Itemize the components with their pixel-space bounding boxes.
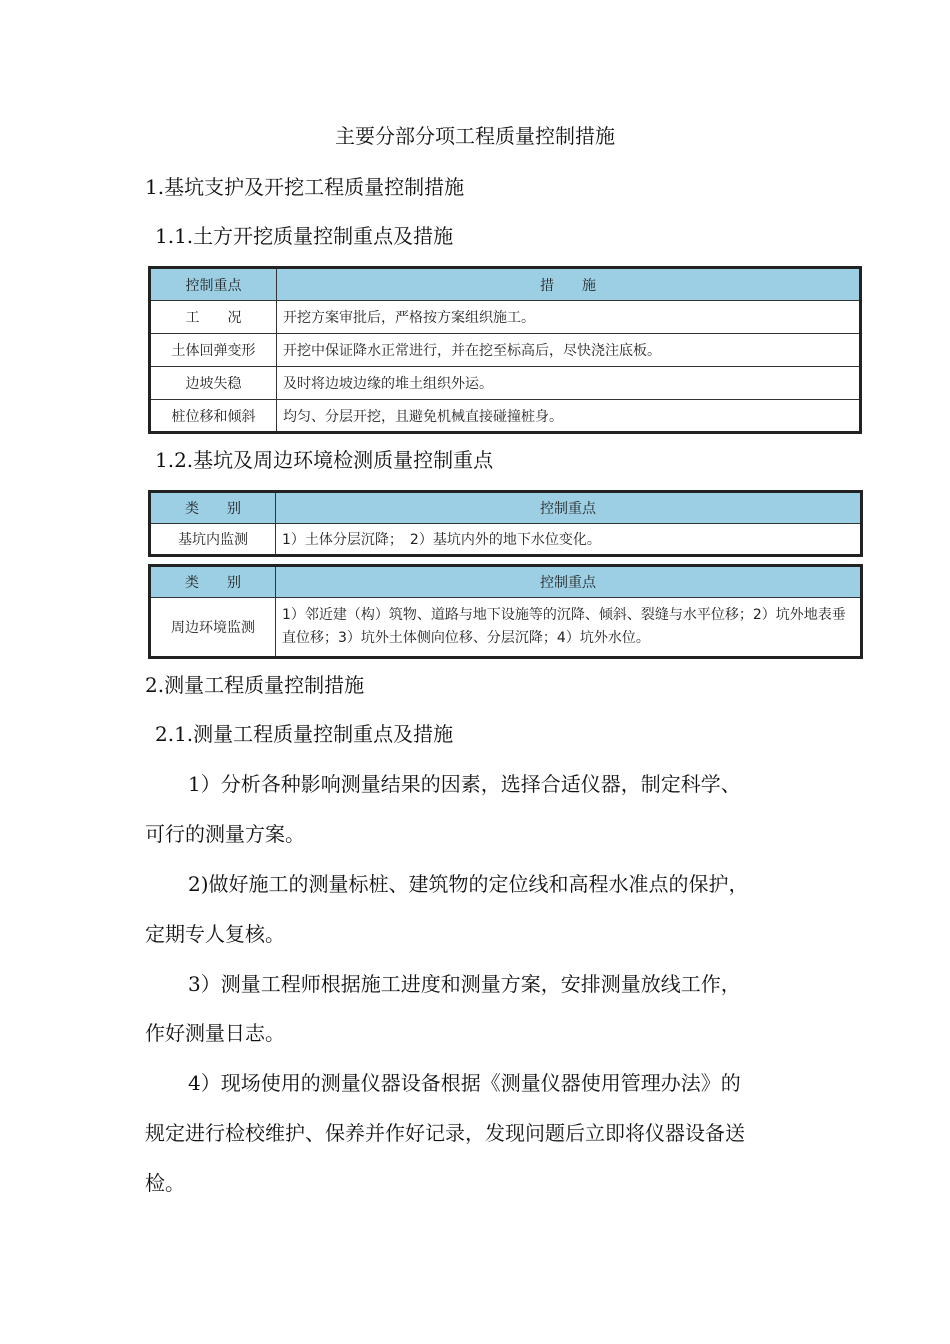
table-header: 措 施 — [277, 268, 861, 301]
table-row — [150, 301, 861, 334]
table-cell: 周边环境监测 — [150, 598, 276, 658]
table-row — [150, 400, 861, 433]
table-row — [150, 334, 861, 367]
measure-item-2-line1: 2)做好施工的测量标桩、建筑物的定位线和高程水准点的保护， — [188, 872, 749, 896]
measure-item-1-line2: 可行的测量方案。 — [145, 822, 305, 846]
table-cell: 均匀、分层开挖，且避免机械直接碰撞桩身。 — [277, 400, 861, 433]
table-cell: 开挖方案审批后，严格按方案组织施工。 — [277, 301, 861, 334]
table-header: 控制重点 — [150, 268, 277, 301]
table-header: 类 别 — [150, 492, 276, 524]
section-1-heading: 1.基坑支护及开挖工程质量控制措施 — [145, 175, 465, 199]
table-header: 控制重点 — [276, 492, 862, 524]
excavation-control-table — [148, 266, 862, 434]
table-cell: 工 况 — [150, 301, 277, 334]
document-title: 主要分部分项工程质量控制措施 — [335, 124, 615, 148]
table-header: 类 别 — [150, 566, 276, 598]
measure-item-4-line2: 规定进行检校维护、保养并作好记录，发现问题后立即将仪器设备送 — [145, 1121, 745, 1145]
table-cell: 及时将边坡边缘的堆土组织外运。 — [277, 367, 861, 400]
measure-item-4-line1: 4）现场使用的测量仪器设备根据《测量仪器使用管理办法》的 — [188, 1071, 741, 1095]
surroundings-monitoring-table — [148, 564, 863, 659]
table-row — [150, 524, 862, 556]
table-row — [150, 367, 861, 400]
table-cell: 土体回弹变形 — [150, 334, 277, 367]
pit-monitoring-table — [148, 490, 863, 557]
table-cell: 边坡失稳 — [150, 367, 277, 400]
table-cell: 基坑内监测 — [150, 524, 276, 556]
table-row — [150, 598, 862, 658]
measure-item-4-line3: 检。 — [145, 1171, 185, 1195]
section-2-1-heading: 2.1.测量工程质量控制重点及措施 — [155, 722, 454, 746]
table-cell: 桩位移和倾斜 — [150, 400, 277, 433]
measure-item-3-line2: 作好测量日志。 — [145, 1021, 285, 1045]
measure-item-3-line1: 3）测量工程师根据施工进度和测量方案，安排测量放线工作， — [188, 972, 741, 996]
measure-item-1-line1: 1）分析各种影响测量结果的因素，选择合适仪器，制定科学、 — [188, 772, 741, 796]
table-cell: 开挖中保证降水正常进行，并在挖至标高后，尽快浇注底板。 — [277, 334, 861, 367]
section-1-1-heading: 1.1.土方开挖质量控制重点及措施 — [155, 224, 454, 248]
table-header: 控制重点 — [276, 566, 862, 598]
table-cell: 1）邻近建（构）筑物、道路与地下设施等的沉降、倾斜、裂缝与水平位移；2）坑外地表垂直位移；3）坑外土体侧向位移、分层沉降；4）坑外水位。 — [276, 598, 862, 658]
measure-item-2-line2: 定期专人复核。 — [145, 922, 285, 946]
table-cell: 1）土体分层沉降； 2）基坑内外的地下水位变化。 — [276, 524, 862, 556]
section-2-heading: 2.测量工程质量控制措施 — [145, 673, 365, 697]
section-1-2-heading: 1.2.基坑及周边环境检测质量控制重点 — [155, 448, 494, 472]
